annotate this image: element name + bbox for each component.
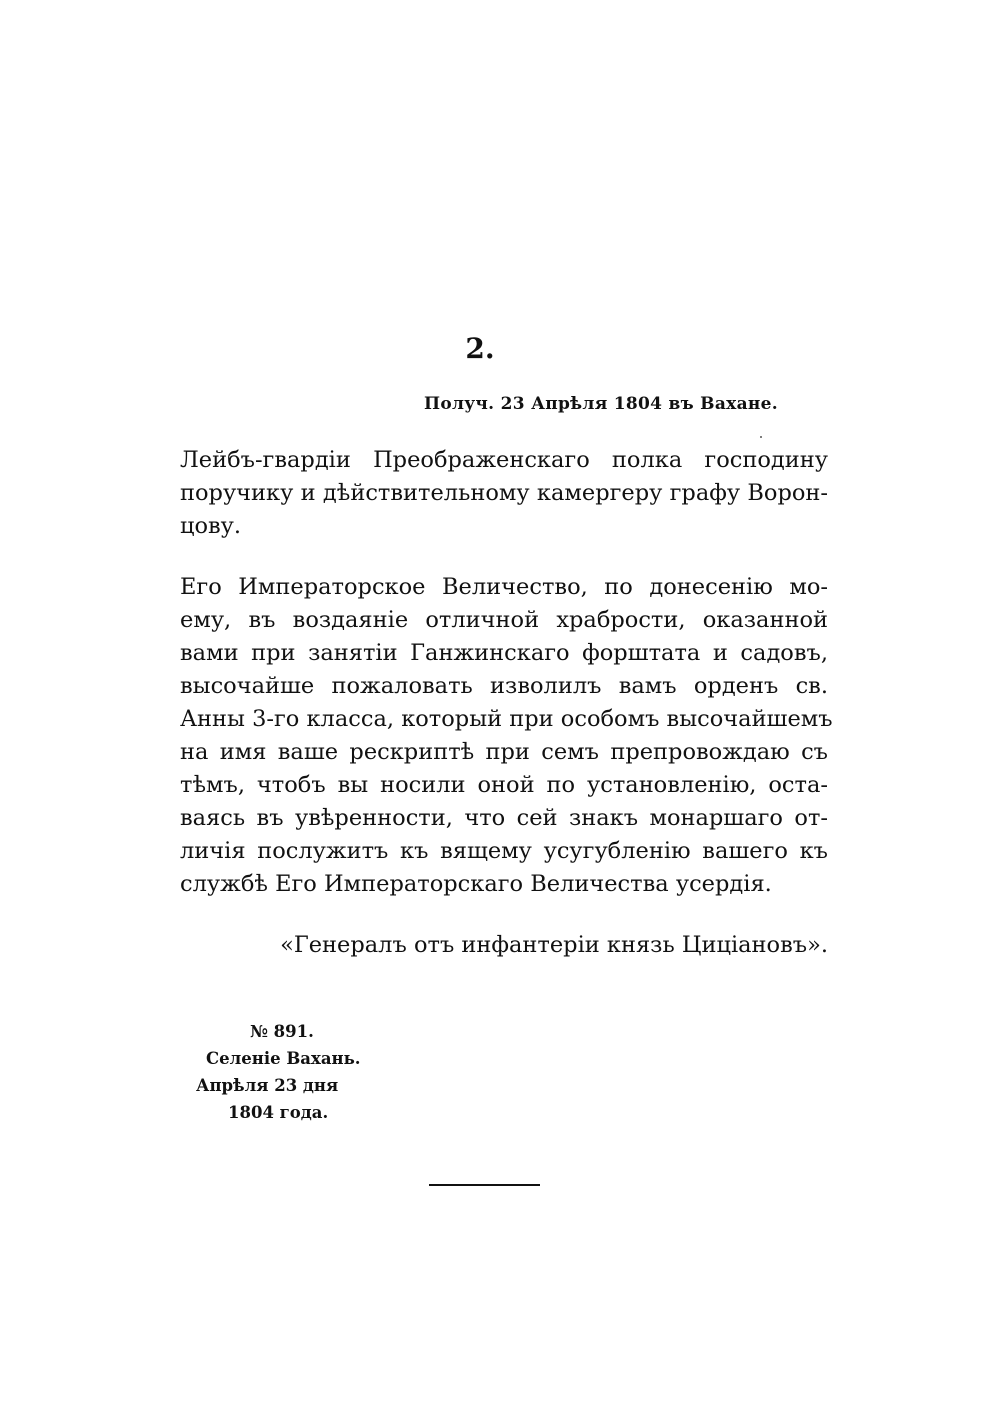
footer-meta: [196, 1018, 361, 1126]
body-line: Его Императорское Величество, по донесенію мо-: [180, 574, 828, 600]
body-paragraph: [180, 571, 833, 901]
signature: «Генералъ отъ инфантеріи князь Цицiановъ».: [280, 932, 828, 958]
body-line: высочайше пожаловать изволилъ вамъ орденъ св.: [180, 673, 828, 699]
body-line: ваясь въ увѣренности, что сей знакъ монаршаго от-: [180, 805, 828, 831]
footer-year: 1804 года.: [228, 1103, 329, 1122]
footer-date: Апрѣля 23 дня: [196, 1076, 339, 1095]
footer-number: № 891.: [250, 1022, 314, 1041]
received-note: Получ. 23 Апрѣля 1804 въ Вахане.: [423, 394, 778, 414]
body-line: ему, въ воздаяніе отличной храбрости, оказанной: [180, 607, 828, 633]
addressee-line: поручику и дѣйствительному камергеру графу Ворон-: [180, 480, 828, 506]
addressee-line: Лейбъ-гвардіи Преображенскаго полка господину: [180, 447, 828, 473]
body-line: службѣ Его Императорскаго Величества усердія.: [180, 871, 772, 897]
addressee-line: цову.: [180, 513, 242, 539]
document-number: 2.: [465, 332, 495, 365]
body-line: на имя ваше рескриптѣ при семъ препровождаю съ: [180, 739, 828, 765]
body-line: тѣмъ, чтобъ вы носили оной по установленію, оста-: [180, 772, 828, 798]
footer-place: Селеніе Вахань.: [206, 1049, 361, 1068]
addressee-block: [180, 444, 828, 543]
body-line: вами при занятіи Ганжинскаго форштата и садовъ,: [180, 640, 828, 666]
separator-rule: [429, 1184, 540, 1186]
body-line: Анны 3-го класса, который при особомъ высочайшемъ: [180, 706, 833, 732]
body-line: личія послужитъ къ вящему усугубленію вашего къ: [180, 838, 828, 864]
print-speck: [760, 436, 762, 438]
